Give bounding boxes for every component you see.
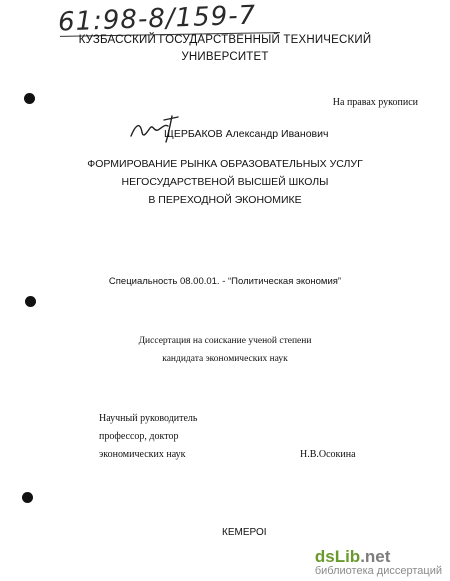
watermark-logo xyxy=(315,547,442,567)
supervisor-line-3: экономических наук xyxy=(99,449,186,460)
watermark-subtitle: библиотека диссертаций xyxy=(314,565,442,577)
punch-hole-middle xyxy=(25,296,36,307)
punch-hole-top xyxy=(24,93,35,104)
watermark-logo-suffix: .net xyxy=(360,547,391,566)
university-line-2: УНИВЕРСИТЕТ xyxy=(181,51,269,63)
title-line-1: ФОРМИРОВАНИЕ РЫНКА ОБРАЗОВАТЕЛЬНЫХ УСЛУГ xyxy=(87,158,363,170)
watermark-logo-prefix: dsLib xyxy=(314,547,361,566)
punch-hole-bottom xyxy=(22,492,33,503)
university-line-1: КУЗБАССКИЙ ГОСУДАРСТВЕННЫЙ ТЕХНИЧЕСКИЙ xyxy=(78,34,372,46)
title-line-3: В ПЕРЕХОДНОЙ ЭКОНОМИКЕ xyxy=(148,194,302,206)
dissertation-line-2: кандидата экономических наук xyxy=(162,354,288,364)
title-line-2: НЕГОСУДАРСТВЕНОЙ ВЫСШЕЙ ШКОЛЫ xyxy=(121,176,329,188)
city: КЕМЕРОІ xyxy=(222,527,267,538)
author-name: ЩЕРБАКОВ Александр Иванович xyxy=(164,128,329,140)
manuscript-rights: На правах рукописи xyxy=(332,97,418,108)
supervisor-line-1: Научный руководитель xyxy=(99,413,198,424)
watermark xyxy=(315,547,442,577)
handwritten-archive-number: 61:98-8/159-7 xyxy=(57,0,257,38)
dissertation-line-1: Диссертация на соискание ученой степени xyxy=(138,336,312,346)
supervisor-name: Н.В.Осокина xyxy=(300,449,356,460)
supervisor-line-2: профессор, доктор xyxy=(99,431,179,442)
specialty: Специальность 08.00.01. - “Политическая экономия” xyxy=(108,276,342,287)
